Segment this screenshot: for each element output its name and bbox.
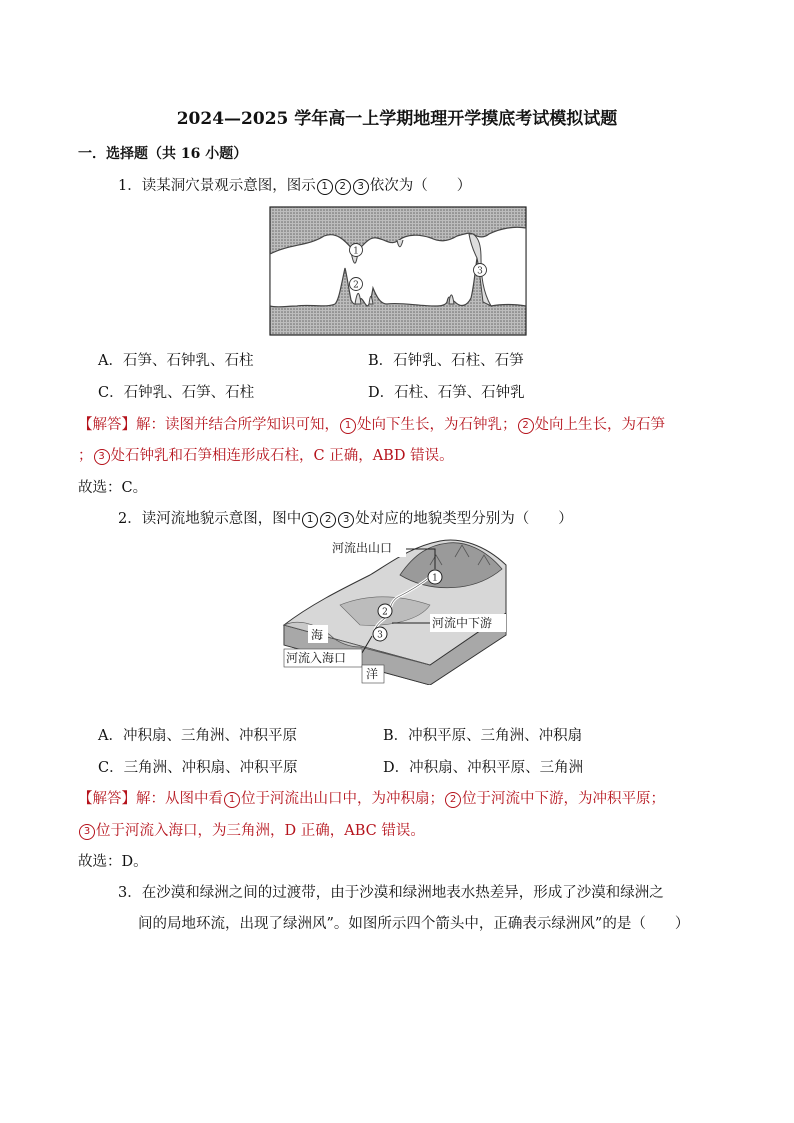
- q2-option-d[interactable]: D．冲积扇、冲积平原、三角洲: [383, 760, 584, 776]
- svg-text:3: 3: [377, 630, 383, 641]
- cave-marker-1: [350, 244, 363, 257]
- question-3-stem-line-1: 3．在沙漠和绿洲之间的过渡带，由于沙漠和绿洲地表水热差异，形成了沙漠和绿洲之: [118, 885, 664, 901]
- label-middle-lower: 河流中下游: [432, 616, 493, 630]
- river-marker-3: [373, 627, 387, 641]
- q2-option-b[interactable]: B．冲积平原、三角洲、冲积扇: [383, 728, 583, 744]
- river-marker-1: [428, 570, 442, 584]
- svg-text:2: 2: [382, 607, 388, 618]
- label-sea: 海: [311, 628, 324, 642]
- svg-text:1: 1: [353, 246, 359, 257]
- q1-choice: 故选：C。: [78, 480, 148, 496]
- q2-option-c[interactable]: C．三角洲、冲积扇、冲积平原: [98, 760, 298, 776]
- question-3-stem-line-2: 间的局地环流，出现了绿洲风”。如图所示四个箭头中，正确表示绿洲风”的是（ ）: [138, 916, 690, 932]
- marker-1: 1: [317, 179, 333, 195]
- section-heading: 一．选择题（共 16 小题）: [78, 146, 248, 162]
- svg-text:3: 3: [477, 266, 483, 277]
- cave-diagram: [269, 206, 527, 336]
- q1-answer-line-2: ； 3 处石钟乳和石笋相连形成石柱，C 正确，ABD 错误。: [78, 448, 454, 464]
- label-ocean: 洋: [366, 667, 379, 681]
- river-marker-2: [378, 604, 392, 618]
- svg-text:1: 1: [432, 573, 438, 584]
- svg-text:2: 2: [353, 280, 359, 291]
- question-2-stem: 2．读河流地貌示意图，图中 1 2 3 处对应的地貌类型分别为（ ）: [118, 511, 573, 527]
- label-river-mouth: 河流入海口: [286, 651, 347, 665]
- cave-marker-3: [474, 264, 487, 277]
- q2-answer-line-2: 3 位于河流入海口，为三角洲，D 正确，ABC 错误。: [78, 819, 425, 840]
- q2-answer-line-1: 【解答】解：从图中看 1 位于河流出山口中，为冲积扇； 2 位于河流中下游，为冲积平原；: [78, 791, 665, 807]
- cave-marker-2: [350, 278, 363, 291]
- q2-option-a[interactable]: A．冲积扇、三角洲、冲积平原: [98, 728, 297, 744]
- label-river-outlet: 河流出山口: [332, 541, 393, 555]
- q1-option-a[interactable]: A．石笋、石钟乳、石柱: [98, 353, 254, 369]
- marker-2: 2: [335, 179, 351, 195]
- question-1-stem: 1．读某洞穴景观示意图，图示 1 2 3 依次为（ ）: [118, 178, 472, 194]
- q1-option-c[interactable]: C．石钟乳、石笋、石柱: [98, 385, 255, 401]
- q1-answer-line-1: 【解答】解：读图并结合所学知识可知， 1 处向下生长，为石钟乳； 2 处向上生长，为石笋: [78, 417, 665, 433]
- river-landform-diagram: [280, 535, 510, 685]
- page-title: 2024—2025 学年高一上学期地理开学摸底考试模拟试题: [176, 109, 618, 129]
- q2-choice: 故选：D。: [78, 854, 148, 870]
- q1-option-d[interactable]: D．石柱、石笋、石钟乳: [368, 385, 525, 401]
- marker-3: 3: [353, 179, 369, 195]
- q1-option-b[interactable]: B．石钟乳、石柱、石笋: [368, 353, 524, 369]
